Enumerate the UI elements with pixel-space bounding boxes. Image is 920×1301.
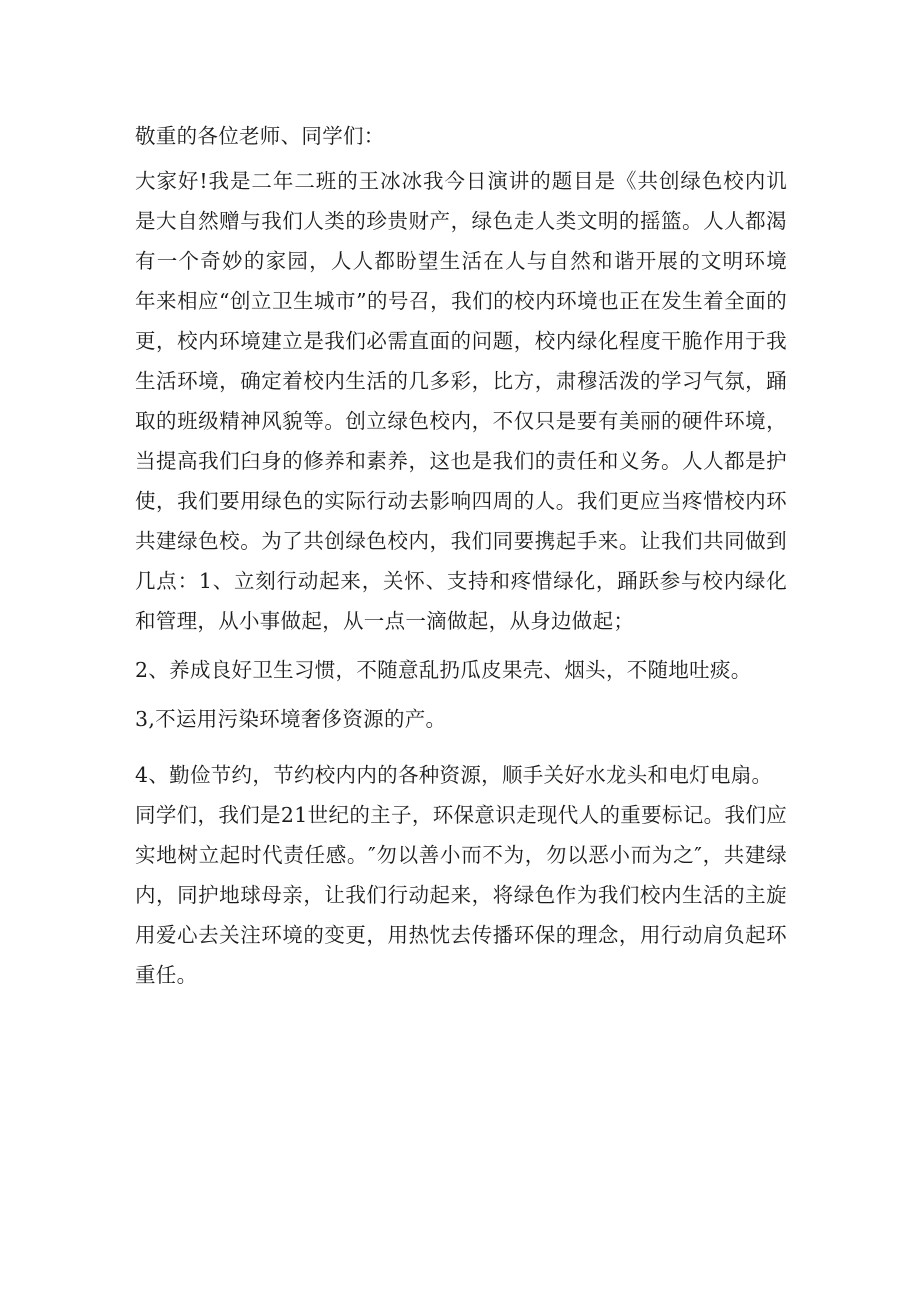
paragraph-line: 有一个奇妙的家园，人人都盼望生活在人与自然和谐开展的文明环境 — [135, 249, 787, 273]
paragraph-line: 内，同护地球母亲，让我们行动起来，将绿色作为我们校内生活的主旋 — [135, 883, 787, 907]
paragraph-closing — [135, 795, 787, 995]
paragraph-line: 大家好!我是二年二班的王冰冰我今日演讲的题目是《共创绿色校内讥 — [135, 169, 787, 193]
spacer — [135, 690, 787, 699]
paragraph-line: 重任。 — [135, 963, 198, 987]
paragraph-line: 使，我们要用绿色的实际行动去影响四周的人。我们更应当疼惜校内环 — [135, 489, 787, 513]
paragraph-line: 用爱心去关注环境的变更，用热忱去传播环保的理念，用行动肩负起环 — [135, 923, 787, 947]
paragraph-line: 取的班级精神风貌等。创立绿色校内，不仅只是要有美丽的硬件环境， — [135, 409, 787, 433]
spacer — [135, 739, 787, 755]
spacer — [135, 641, 787, 650]
list-item-2: 2、养成良好卫生习惯，不随意乱扔瓜皮果壳、烟头，不随地吐痰。 — [135, 658, 752, 682]
list-item-3: 3,不运用污染环境奢侈资源的产。 — [135, 707, 447, 731]
list-item-4: 4、勤俭节约，节约校内内的各种资源，顺手关好水龙头和电灯电扇。 — [135, 763, 773, 787]
paragraph-line: 生活环境，确定着校内生活的几多彩，比方，肃穆活泼的学习气氛，踊 — [135, 369, 787, 393]
speech-text — [135, 116, 787, 995]
paragraph-line: 共建绿色校。为了共创绿色校内，我们同要携起手来。让我们共同做到 — [135, 529, 787, 553]
paragraph-line: 几点：1、立刻行动起来，关怀、支持和疼惜绿化，踊跃参与校内绿化 — [135, 569, 787, 593]
greeting-line: 敬重的各位老师、同学们： — [135, 124, 385, 148]
paragraph-line: 同学们，我们是21世纪的主子，环保意识走现代人的重要标记。我们应 — [135, 803, 787, 827]
paragraph-line: 和管理，从小事做起，从一点一滴做起，从身边做起； — [135, 609, 635, 633]
paragraph-line: 当提高我们臼身的修养和素养，这也是我们的责任和义务。人人都是护 — [135, 449, 787, 473]
paragraph-line: 年来相应“创立卫生城市”的号召，我们的校内环境也正在发生着全面的 — [135, 289, 787, 313]
paragraph-line: 是大自然赠与我们人类的珍贵财产，绿色走人类文明的摇篮。人人都渴 — [135, 209, 787, 233]
paragraph-line: 更，校内环境建立是我们必需直面的问题，校内绿化程度干脆作用于我 — [135, 329, 787, 353]
paragraph-line: 实地树立起时代责任感。″勿以善小而不为，勿以恶小而为之″，共建绿 — [135, 843, 787, 867]
paragraph-opening — [135, 161, 787, 641]
